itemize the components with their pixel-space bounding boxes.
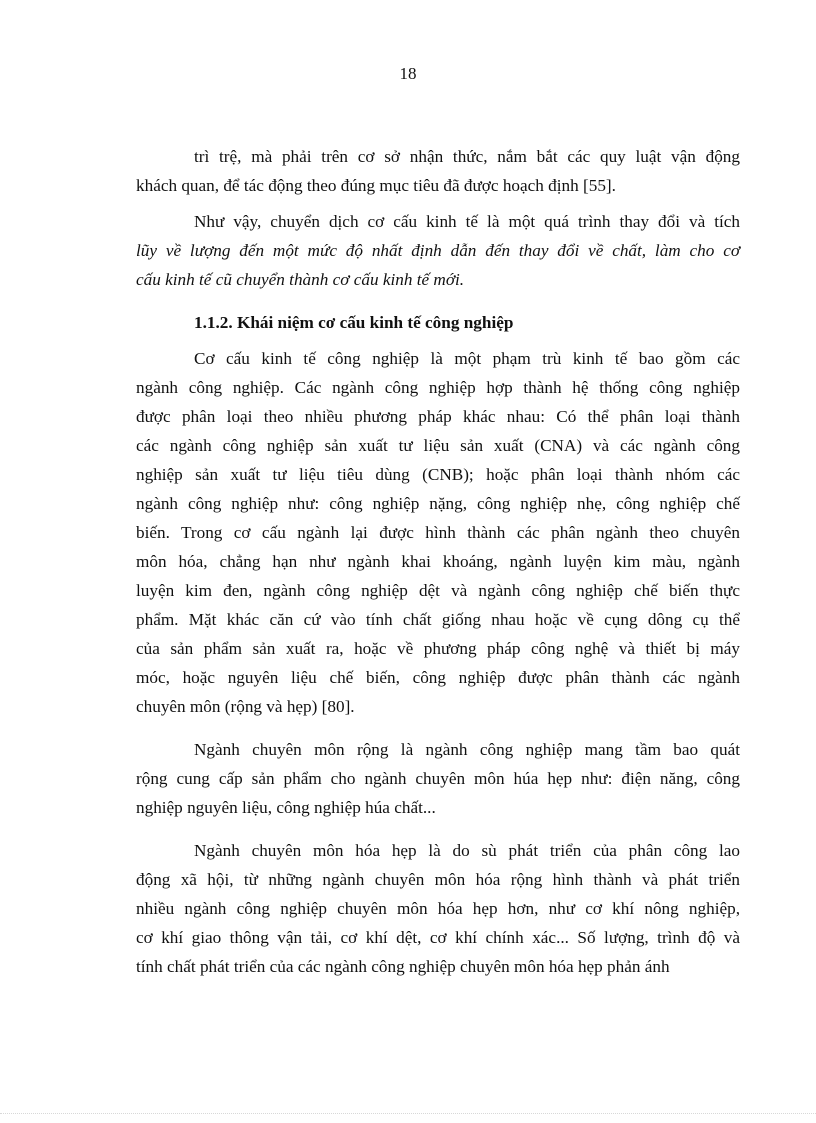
text-line: rộng cung cấp sản phẩm cho ngành chuyên môn húa hẹp như: điện năng, công [136,769,740,788]
paragraph-narrow-specialization [136,836,740,981]
text-line: phẩm. Mặt khác căn cứ vào tính chất giống nhau hoặc về cụng dông cụ thể [136,610,740,629]
text-line: nghiệp sản xuất tư liệu tiêu dùng (CNB); hoặc phân loại thành nhóm các [136,465,740,484]
text-line-italic: lũy về lượng đến một mức độ nhất định dẫn đến thay đổi về chất, làm cho cơ [136,241,740,260]
text-line: ngành công nghiệp như: công nghiệp nặng, công nghiệp nhẹ, công nghiệp chế [136,494,740,513]
text-line: các ngành công nghiệp sản xuất tư liệu sản xuất (CNA) và các ngành công [136,436,740,455]
paragraph-broad-specialization [136,735,740,822]
text-line: móc, hoặc nguyên liệu chế biến, công nghiệp được phân thành các ngành [136,668,740,687]
text-line: của sản phẩm sản xuất ra, hoặc về phương pháp công nghệ và thiết bị máy [136,639,740,658]
text-line: Ngành chuyên môn hóa hẹp là do sù phát triển của phân công lao [194,841,740,860]
page-number: 18 [399,64,417,83]
text-line: biến. Trong cơ cấu ngành lại được hình thành các phân ngành theo chuyên [136,523,740,542]
text-line: môn hóa, chẳng hạn như ngành khai khoáng, ngành luyện kim màu, ngành [136,552,740,571]
text-line-italic: cấu kinh tế cũ chuyển thành cơ cấu kinh tế mới. [136,270,465,289]
text-line: được phân loại theo nhiều phương pháp khác nhau: Có thể phân loại thành [136,407,740,426]
text-line: Ngành chuyên môn rộng là ngành công nghiệp mang tầm bao quát [194,740,740,759]
body-text [136,142,740,981]
text-line: trì trệ, mà phải trên cơ sở nhận thức, nắm bắt các quy luật vận động [194,147,740,166]
paragraph-definition [136,344,740,721]
text-line: Cơ cấu kinh tế công nghiệp là một phạm trù kinh tế bao gồm các [194,349,740,368]
text-line: động xã hội, từ những ngành chuyên môn hóa rộng hình thành và phát triển [136,870,740,889]
text-line: luyện kim đen, ngành công nghiệp dệt và ngành công nghiệp chế biến thực [136,581,740,600]
paragraph-summary [136,207,740,294]
text-line: khách quan, để tác động theo đúng mục tiêu đã được hoạch định [55]. [136,176,616,195]
section-heading: 1.1.2. Khái niệm cơ cấu kinh tế công nghiệp [194,313,514,332]
page-bottom-divider [0,1113,816,1115]
text-line: ngành công nghiệp. Các ngành công nghiệp hợp thành hệ thống công nghiệp [136,378,740,397]
text-line: Như vậy, chuyển dịch cơ cấu kinh tế là một quá trình thay đổi và tích [194,212,740,231]
text-line: nhiều ngành công nghiệp chuyên môn hóa hẹp hơn, như cơ khí nông nghiệp, [136,899,740,918]
paragraph-continuation [136,142,740,200]
text-line: chuyên môn (rộng và hẹp) [80]. [136,697,355,716]
text-line: tính chất phát triển của các ngành công nghiệp chuyên môn hóa hẹp phản ánh [136,957,670,976]
text-line: nghiệp nguyên liệu, công nghiệp húa chất... [136,798,436,817]
text-line: cơ khí giao thông vận tải, cơ khí dệt, cơ khí chính xác... Số lượng, trình độ và [136,928,740,947]
